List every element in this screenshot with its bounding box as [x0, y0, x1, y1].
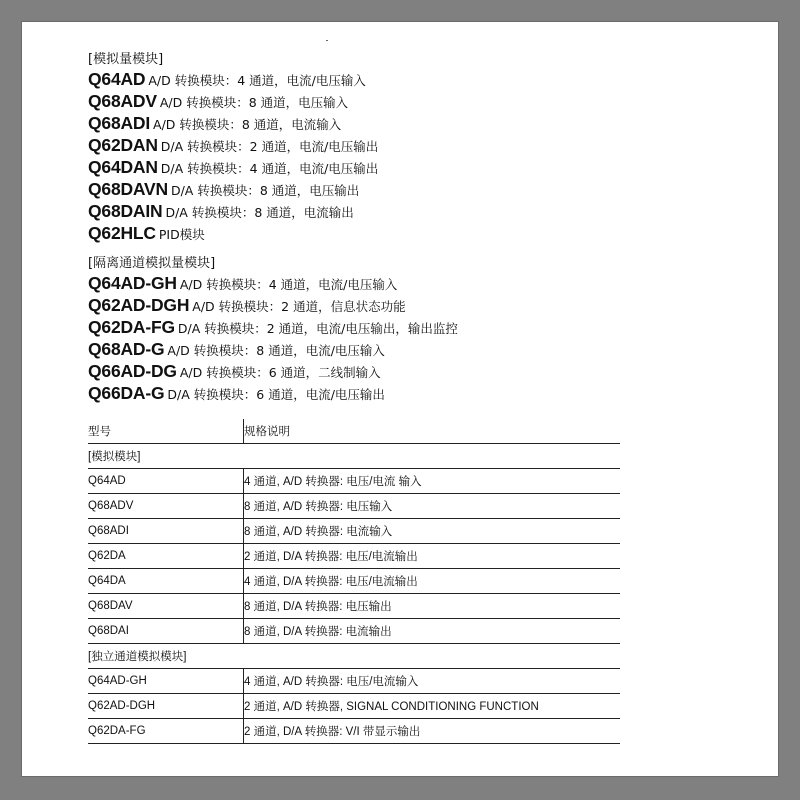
- row-model: Q62DA-FG: [88, 719, 244, 744]
- table-row: [88, 469, 620, 494]
- table-row: [88, 694, 620, 719]
- module-model: Q68DAIN: [88, 201, 163, 221]
- module-line: [88, 360, 648, 382]
- module-line: [88, 382, 648, 404]
- module-desc: A/D 转换模块：4 通道，电流/电压输入: [179, 277, 398, 292]
- module-desc: D/A 转换模块：6 通道，电流/电压输出: [167, 387, 385, 402]
- table-row: [88, 569, 620, 594]
- module-list: [88, 50, 648, 404]
- module-desc: PID模块: [158, 227, 205, 242]
- analog-module-lines: [88, 68, 648, 244]
- table-group-row: [88, 644, 620, 669]
- table-group-row: [88, 444, 620, 469]
- module-line: [88, 222, 648, 244]
- module-line: [88, 316, 648, 338]
- section-title-isolated: [隔离通道模拟量模块]: [88, 256, 216, 271]
- table-row: [88, 519, 620, 544]
- row-model: Q68DAI: [88, 619, 244, 644]
- module-model: Q66AD-DG: [88, 361, 177, 381]
- table-row: [88, 669, 620, 694]
- module-desc: D/A 转换模块：2 通道，电流/电压输出: [160, 139, 379, 154]
- row-spec: 4 通道, A/D 转换器: 电压/电流输入: [244, 669, 621, 694]
- module-model: Q68AD-G: [88, 339, 165, 359]
- module-desc: D/A 转换模块：8 通道，电流输出: [165, 205, 354, 220]
- module-line: [88, 338, 648, 360]
- module-model: Q64AD-GH: [88, 273, 177, 293]
- module-desc: D/A 转换模块：4 通道，电流/电压输出: [160, 161, 379, 176]
- module-desc: A/D 转换模块：8 通道，电流输入: [153, 117, 342, 132]
- module-line: [88, 68, 648, 90]
- module-model: Q62HLC: [88, 223, 156, 243]
- group-title-analog: [模拟模块]: [88, 444, 620, 469]
- module-desc: A/D 转换模块：8 通道，电压输入: [159, 95, 349, 110]
- row-spec: 8 通道, D/A 转换器: 电压输出: [244, 594, 621, 619]
- module-model: Q68ADV: [88, 91, 157, 111]
- module-line: [88, 156, 648, 178]
- module-model: Q62DAN: [88, 135, 158, 155]
- module-model: Q68DAVN: [88, 179, 168, 199]
- module-desc: A/D 转换模块：4 通道，电流/电压输入: [148, 73, 366, 88]
- module-desc: D/A 转换模块：8 通道，电压输出: [170, 183, 360, 198]
- row-model: Q64DA: [88, 569, 244, 594]
- table-row: [88, 619, 620, 644]
- row-model: Q64AD-GH: [88, 669, 244, 694]
- row-spec: 2 通道, A/D 转换器, SIGNAL CONDITIONING FUNCTION: [244, 694, 621, 719]
- row-spec: 4 通道, D/A 转换器: 电压/电流输出: [244, 569, 621, 594]
- row-spec: 4 通道, A/D 转换器: 电压/电流 输入: [244, 469, 621, 494]
- module-line: [88, 90, 648, 112]
- row-spec: 2 通道, D/A 转换器: 电压/电流输出: [244, 544, 621, 569]
- module-model: Q66DA-G: [88, 383, 165, 403]
- row-spec: 8 通道, D/A 转换器: 电流输出: [244, 619, 621, 644]
- spec-table: [88, 419, 620, 744]
- module-model: Q62DA-FG: [88, 317, 175, 337]
- module-model: Q64DAN: [88, 157, 158, 177]
- row-spec: 2 通道, D/A 转换器: V/I 带显示输出: [244, 719, 621, 744]
- header-spec: 规格说明: [244, 419, 621, 444]
- module-line: [88, 178, 648, 200]
- module-desc: A/D 转换模块：2 通道，信息状态功能: [192, 299, 406, 314]
- table-row: [88, 544, 620, 569]
- group-title-isolated: [独立通道模拟模块]: [88, 644, 620, 669]
- module-line: [88, 200, 648, 222]
- row-model: Q68ADI: [88, 519, 244, 544]
- module-model: Q68ADI: [88, 113, 151, 133]
- module-desc: D/A 转换模块：2 通道，电流/电压输出，输出监控: [177, 321, 458, 336]
- speck: [326, 40, 328, 41]
- module-line: [88, 112, 648, 134]
- row-spec: 8 通道, A/D 转换器: 电流输入: [244, 519, 621, 544]
- row-model: Q62AD-DGH: [88, 694, 244, 719]
- row-model: Q68ADV: [88, 494, 244, 519]
- row-spec: 8 通道, A/D 转换器: 电压输入: [244, 494, 621, 519]
- row-model: Q64AD: [88, 469, 244, 494]
- header-model: 型号: [88, 419, 244, 444]
- isolated-module-lines: [88, 272, 648, 404]
- module-desc: A/D 转换模块：8 通道，电流/电压输入: [167, 343, 385, 358]
- table-header-row: [88, 419, 620, 444]
- module-desc: A/D 转换模块：6 通道，二线制输入: [179, 365, 381, 380]
- module-line: [88, 134, 648, 156]
- row-model: Q68DAV: [88, 594, 244, 619]
- document-page: [22, 22, 778, 776]
- row-model: Q62DA: [88, 544, 244, 569]
- section-title-analog: [模拟量模块]: [88, 52, 164, 67]
- table-row: [88, 494, 620, 519]
- table-row: [88, 594, 620, 619]
- table-row: [88, 719, 620, 744]
- module-model: Q64AD: [88, 69, 146, 89]
- module-line: [88, 294, 648, 316]
- module-model: Q62AD-DGH: [88, 295, 190, 315]
- module-line: [88, 272, 648, 294]
